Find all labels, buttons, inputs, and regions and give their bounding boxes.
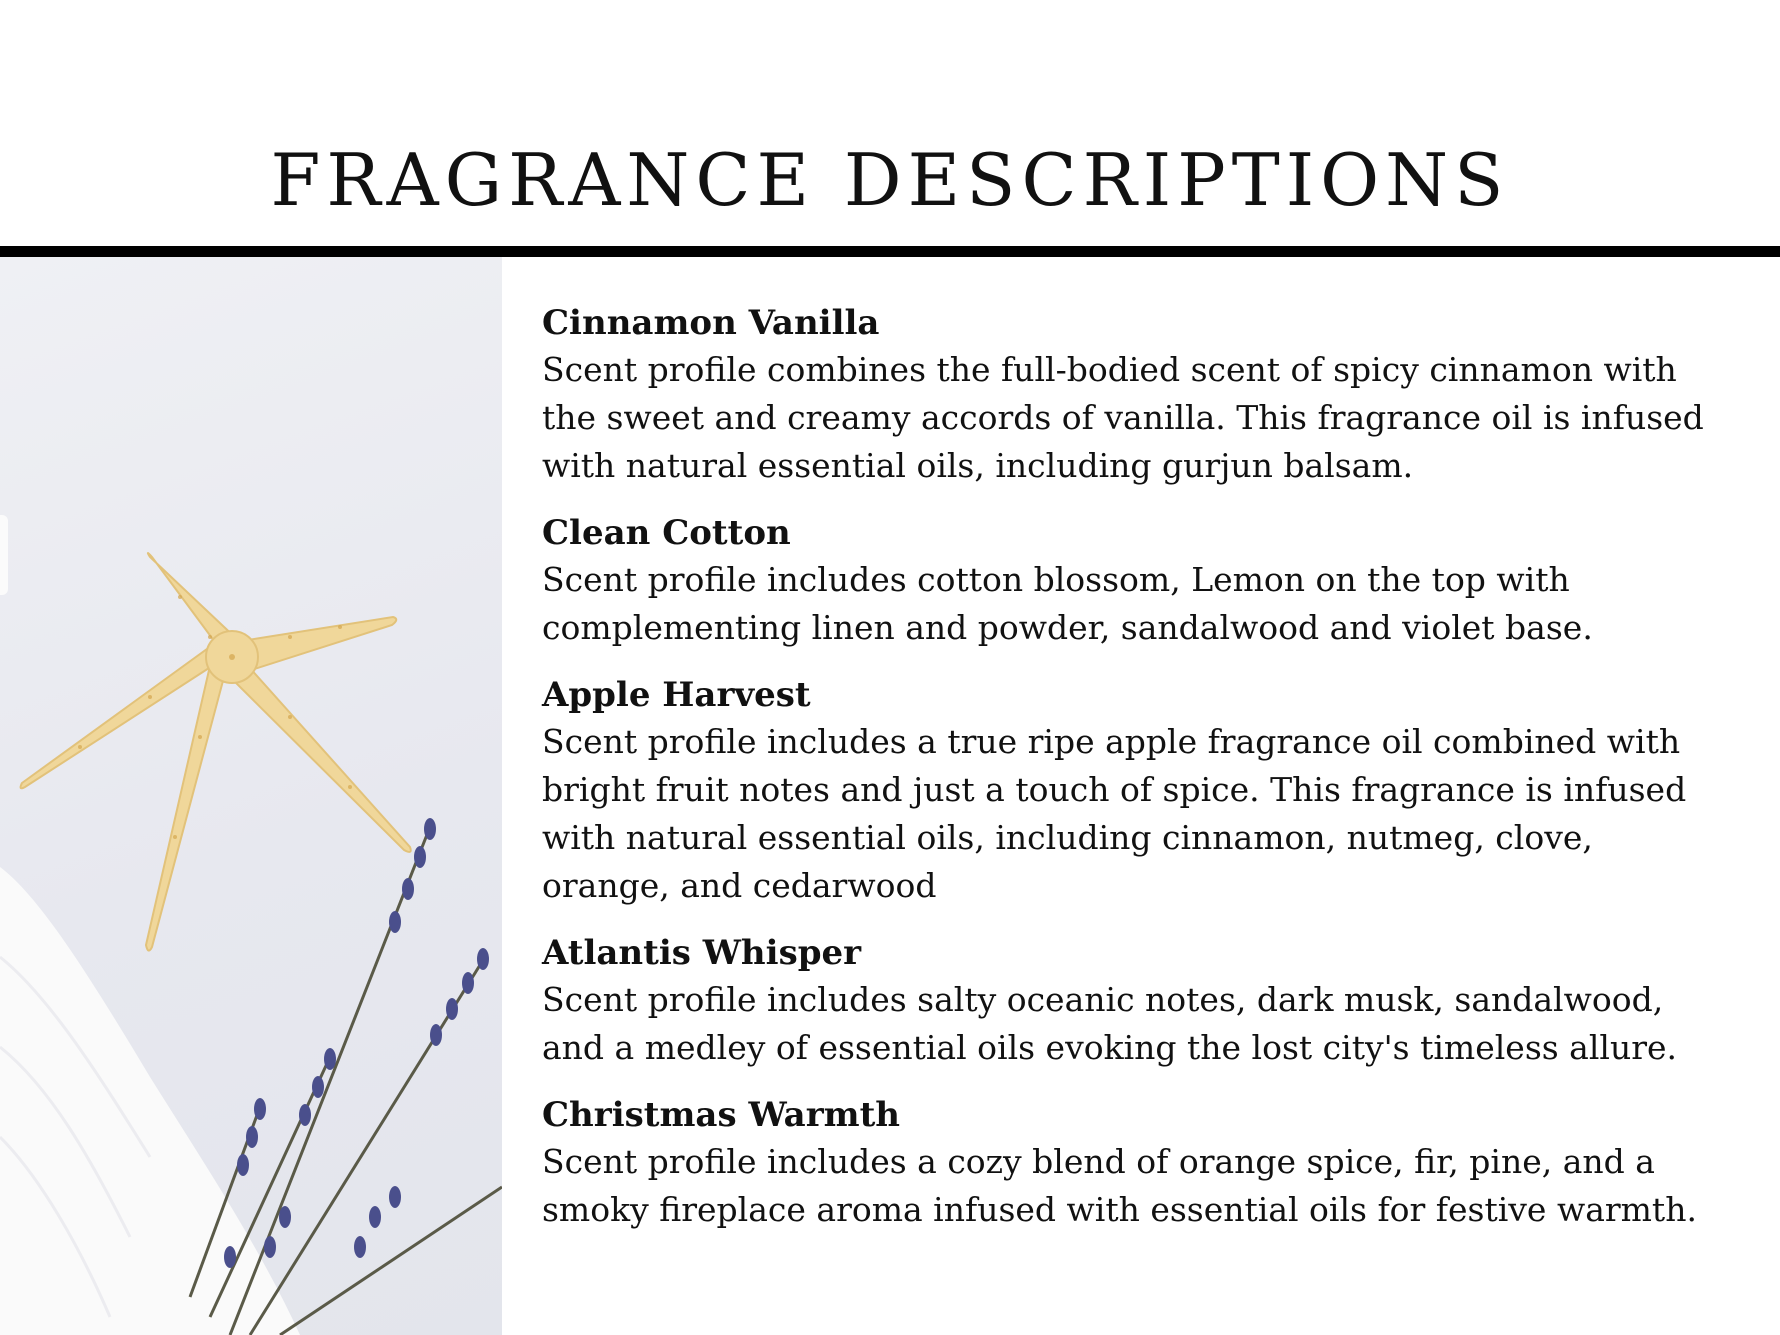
fragrance-description-line: complementing linen and powder, sandalwood and violet base. bbox=[542, 608, 1593, 647]
fragrance-description-line: with natural essential oils, including gurjun balsam. bbox=[542, 446, 1414, 485]
fragrance-description-line: with natural essential oils, including cinnamon, nutmeg, clove, bbox=[542, 818, 1593, 857]
fragrance-name: Christmas Warmth bbox=[542, 1095, 901, 1135]
fragrance-list bbox=[542, 300, 1742, 1254]
page-title: FRAGRANCE DESCRIPTIONS bbox=[270, 138, 1510, 223]
fragrance-name: Cinnamon Vanilla bbox=[542, 303, 880, 343]
fragrance-name: Atlantis Whisper bbox=[542, 933, 862, 973]
fragrance-description-line: Scent profile includes a true ripe apple fragrance oil combined with bbox=[542, 722, 1681, 761]
fragrance-entry bbox=[542, 510, 1742, 652]
fragrance-description-line: Scent profile includes cotton blossom, Lemon on the top with bbox=[542, 560, 1570, 599]
fragrance-description-line: smoky fireplace aroma infused with essential oils for festive warmth. bbox=[542, 1190, 1697, 1229]
fragrance-description-line: Scent profile includes a cozy blend of orange spice, fir, pine, and a bbox=[542, 1142, 1655, 1181]
lavender bbox=[190, 827, 502, 1335]
fragrance-entry bbox=[542, 1092, 1742, 1234]
white-jar bbox=[0, 515, 8, 595]
fragrance-description-line: and a medley of essential oils evoking the lost city's timeless allure. bbox=[542, 1028, 1678, 1067]
fragrance-description-line: Scent profile combines the full-bodied scent of spicy cinnamon with bbox=[542, 350, 1677, 389]
fragrance-entry bbox=[542, 300, 1742, 490]
starfish-lavender-towel-illustration bbox=[0, 257, 502, 1335]
fragrance-entry bbox=[542, 672, 1742, 910]
fragrance-description-line: the sweet and creamy accords of vanilla. This fragrance oil is infused bbox=[542, 398, 1704, 437]
decorative-photo bbox=[0, 257, 502, 1335]
fragrance-description-line: Scent profile includes salty oceanic notes, dark musk, sandalwood, bbox=[542, 980, 1664, 1019]
fragrance-entry bbox=[542, 930, 1742, 1072]
starfish bbox=[21, 553, 411, 951]
header-divider bbox=[0, 246, 1780, 257]
fragrance-name: Apple Harvest bbox=[542, 675, 811, 715]
fragrance-name: Clean Cotton bbox=[542, 513, 791, 553]
fragrance-description-line: bright fruit notes and just a touch of spice. This fragrance is infused bbox=[542, 770, 1687, 809]
header bbox=[0, 0, 1780, 246]
fragrance-description-line: orange, and cedarwood bbox=[542, 866, 937, 905]
